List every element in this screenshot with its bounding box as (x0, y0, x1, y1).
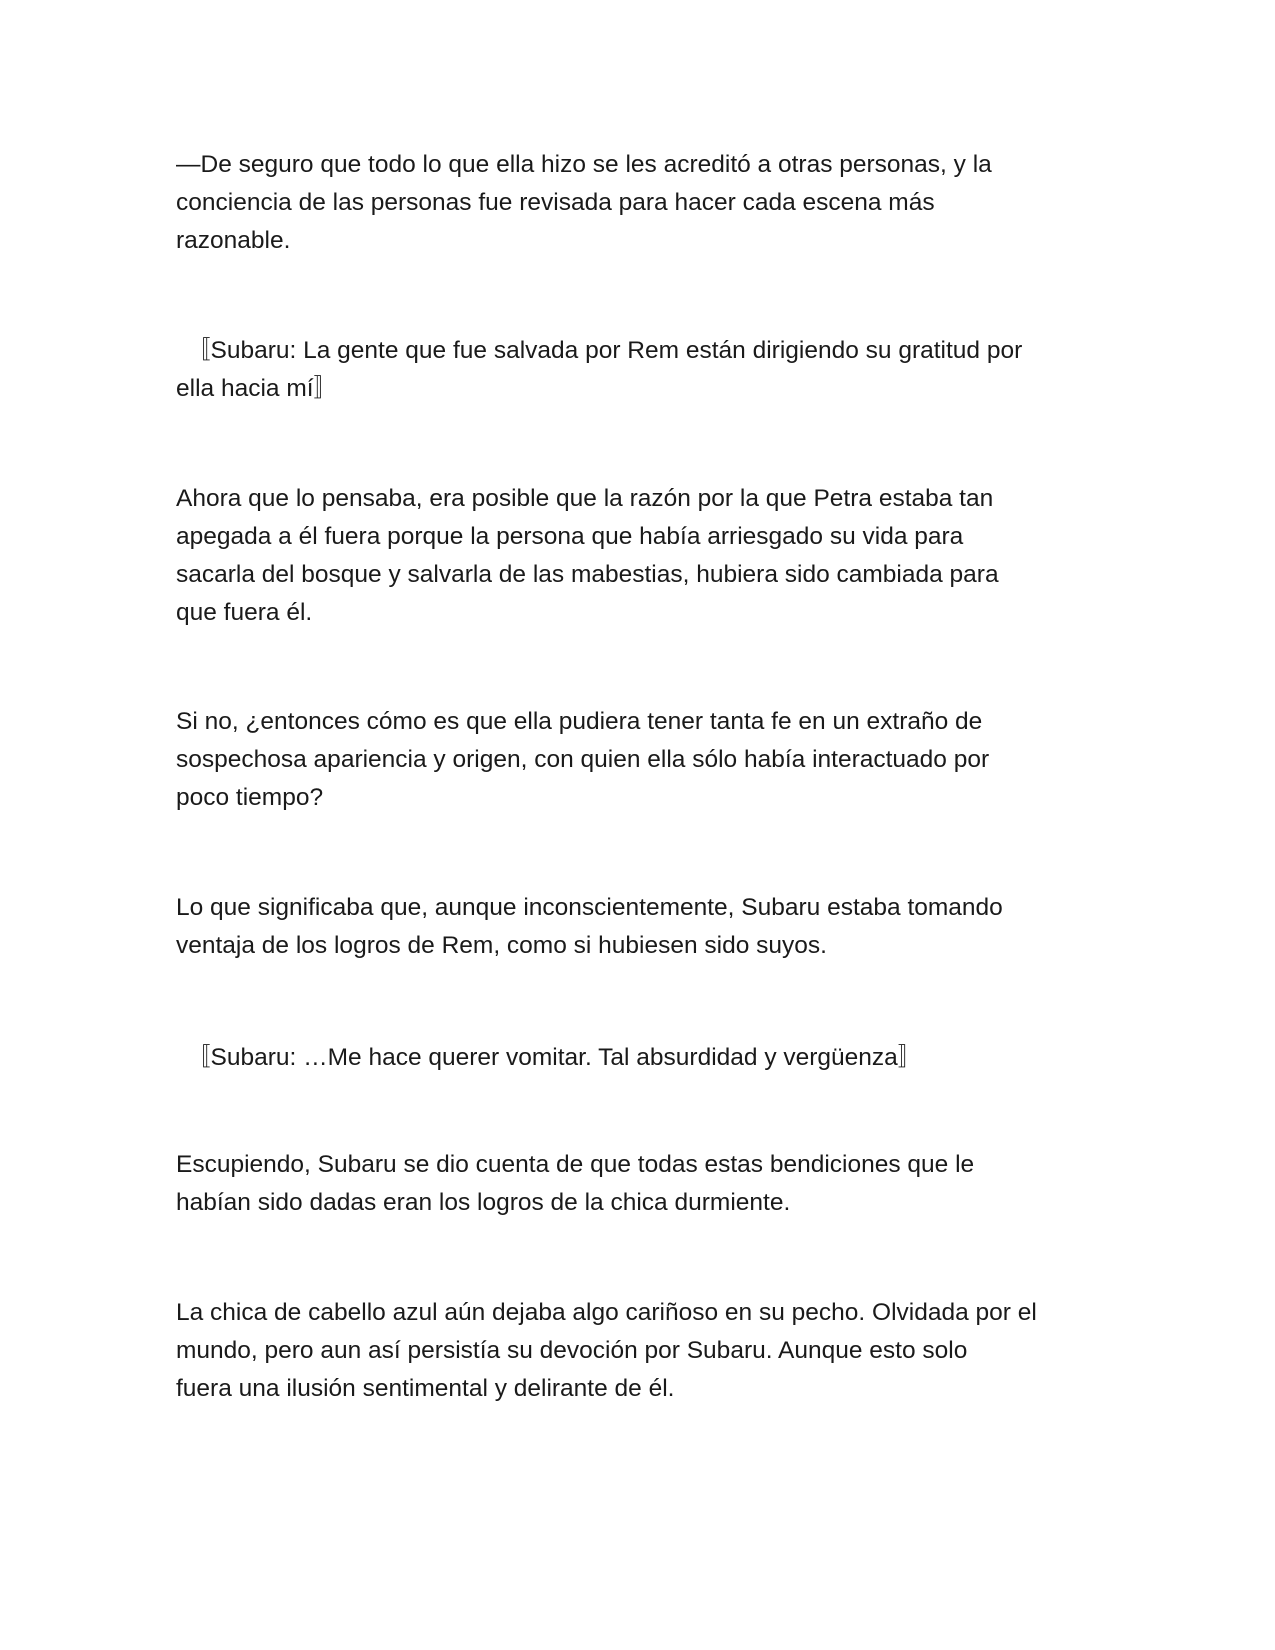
paragraph-line: Escupiendo, Subaru se dio cuenta de que todas estas bendiciones que le (176, 1151, 975, 1178)
paragraph-line: Si no, ¿entonces cómo es que ella pudiera tener tanta fe en un extraño de (176, 708, 983, 735)
paragraph-line: sacarla del bosque y salvarla de las mabestias, hubiera sido cambiada para (176, 561, 999, 588)
paragraph-line: que fuera él. (176, 599, 313, 626)
paragraph-3 (176, 480, 1116, 632)
paragraph-7 (176, 1146, 1116, 1222)
paragraph-line: habían sido dadas eran los logros de la chica durmiente. (176, 1189, 791, 1216)
paragraph-line: razonable. (176, 227, 291, 254)
paragraph-line: 〚Subaru: …Me hace querer vomitar. Tal absurdidad y vergüenza〛 (186, 1044, 923, 1071)
paragraph-line: Lo que significaba que, aunque inconscientemente, Subaru estaba tomando (176, 894, 1003, 921)
paragraph-line: ella hacia mí〛 (176, 375, 339, 402)
paragraph-5 (176, 889, 1116, 965)
paragraph-line: apegada a él fuera porque la persona que había arriesgado su vida para (176, 523, 964, 550)
paragraph-4 (176, 703, 1116, 817)
dialogue-1 (176, 332, 1126, 408)
paragraph-1 (176, 146, 1116, 260)
paragraph-line: conciencia de las personas fue revisada para hacer cada escena más (176, 189, 935, 216)
paragraph-8 (176, 1294, 1116, 1408)
paragraph-line: Ahora que lo pensaba, era posible que la razón por la que Petra estaba tan (176, 485, 994, 512)
paragraph-line: 〚Subaru: La gente que fue salvada por Rem están dirigiendo su gratitud por (186, 337, 1023, 364)
dialogue-2 (186, 1039, 1126, 1077)
paragraph-line: ventaja de los logros de Rem, como si hubiesen sido suyos. (176, 932, 827, 959)
paragraph-line: sospechosa apariencia y origen, con quien ella sólo había interactuado por (176, 746, 990, 773)
paragraph-line: —De seguro que todo lo que ella hizo se les acreditó a otras personas, y la (176, 151, 992, 178)
paragraph-line: La chica de cabello azul aún dejaba algo cariñoso en su pecho. Olvidada por el (176, 1299, 1037, 1326)
paragraph-line: poco tiempo? (176, 784, 324, 811)
paragraph-line: mundo, pero aun así persistía su devoción por Subaru. Aunque esto solo (176, 1337, 968, 1364)
paragraph-line: fuera una ilusión sentimental y delirante de él. (176, 1375, 675, 1402)
